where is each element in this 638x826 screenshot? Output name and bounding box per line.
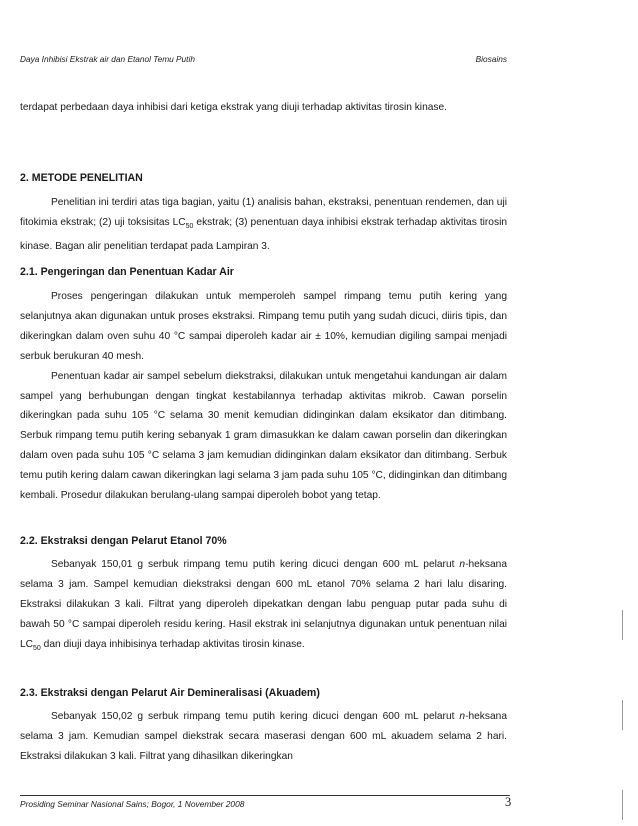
section-2-2-body — [20, 555, 507, 659]
running-header-title: Daya Inhibisi Ekstrak air dan Etanol Temu Putih — [20, 54, 195, 64]
n-italic: n- — [459, 559, 469, 570]
page-number: 3 — [505, 795, 512, 809]
section-2-2-text-a: Sebanyak 150,01 g serbuk rimpang temu putih kering dicuci dengan 600 mL pelarut — [51, 559, 460, 570]
section-2-heading: 2. METODE PENELITIAN — [20, 172, 143, 184]
section-2-3-text-b: heksana selama 3 jam. Kemudian sampel diekstrak secara maserasi dengan 600 mL akuadem selama 2 hari. Ekstraksi dilakukan 3 kali. Filtrat yang dihasilkan dikeringkan — [20, 711, 507, 762]
section-2-3-body — [20, 707, 507, 767]
section-2-2-text-c: dan diuji daya inhibisinya terhadap aktivitas tirosin kinase. — [40, 638, 305, 650]
section-2-1-paragraph-2: Penentuan kadar air sampel sebelum diekstraksi, dilakukan untuk mengetahui kandungan air dalam sampel yang berhubungan dengan tingkat kestabilannya terhadap aktivitas mikrob. Cawan porselin dikeringkan pada suhu 105 °C selama 30 menit kemudian didinginkan dalam eksikator dan ditimbang. Serbuk rimpang temu putih kering sebanyak 1 gram dimasukkan ke dalam cawan porselin dan dikeringkan dalam oven pada suhu 105 °C selama 3 jam kemudian didinginkan dalam eksikator dan ditimbang. Serbuk temu putih kering dalam cawan dikeringkan lagi selama 3 jam pada suhu 105 °C, didinginkan dan ditimbang kembali. Prosedur dilakukan berulang-ulang sampai diperoleh bobot yang tetap. — [20, 370, 507, 502]
scan-margin-mark — [622, 610, 623, 640]
section-2-1-paragraph-1: Proses pengeringan dilakukan untuk memperoleh sampel rimpang temu putih kering yang selanjutnya akan digunakan untuk proses ekstraksi. Rimpang temu putih yang sudah dicuci, diiris tipis, dan dikeringkan dalam oven suhu 40 °C sampai diperoleh kadar air ± 10%, kemudian digiling sampai menjadi serbuk berukuran 40 mesh. — [20, 291, 507, 362]
n-italic: n- — [459, 711, 469, 722]
intro-text: terdapat perbedaan daya inhibisi dari ketiga ekstrak yang diuji terhadap aktivitas tirosin kinase. — [20, 102, 447, 113]
section-2-3-paragraph — [20, 707, 507, 767]
lc50-subscript: 50 — [185, 222, 194, 230]
section-2-text-b: ekstrak; (3) penentuan daya inhibisi ekstrak terhadap aktivitas tirosin kinase. Bagan alir penelitian terdapat pada Lampiran 3. — [20, 216, 508, 252]
section-2-1-body — [20, 287, 507, 506]
section-2-3-heading: 2.3. Ekstraksi dengan Pelarut Air Demineralisasi (Akuadem) — [20, 687, 320, 699]
section-2-2-text-b: heksana selama 3 jam. Sampel kemudian diekstraksi dengan 600 mL etanol 70% selama 2 hari lalu disaring. Ekstraksi dilakukan 3 kali. Filtrat yang diperoleh dipekatkan dengan labu penguap putar pada suhu di bawah 50 °C sampai diperoleh residu kering. Hasil ekstrak ini selanjutnya digunakan untuk penentuan nilai LC — [20, 559, 507, 650]
lc50-subscript: 50 — [33, 644, 41, 652]
running-header-section: Biosains — [475, 54, 507, 64]
section-2-paragraph — [20, 193, 507, 257]
section-2-3-text-a: Sebanyak 150,02 g serbuk rimpang temu putih kering dicuci dengan 600 mL pelarut — [51, 711, 460, 722]
intro-paragraph — [20, 98, 507, 118]
section-2-2-paragraph — [20, 555, 507, 659]
section-2-1-heading: 2.1. Pengeringan dan Penentuan Kadar Air — [20, 266, 234, 278]
scan-margin-mark — [622, 790, 623, 820]
scan-margin-mark — [622, 700, 623, 730]
section-2-body — [20, 193, 507, 257]
section-2-2-heading: 2.2. Ekstraksi dengan Pelarut Etanol 70% — [20, 535, 227, 547]
footer-rule — [20, 795, 510, 796]
section-2-text-a: Penelitian ini terdiri atas tiga bagian, yaitu (1) analisis bahan, ekstraksi, penentuan rendemen, dan uji fitokimia ekstrak; (2) uji toksisitas LC — [20, 197, 507, 228]
footer-citation: Prosiding Seminar Nasional Sains; Bogor, 1 November 2008 — [20, 799, 245, 809]
